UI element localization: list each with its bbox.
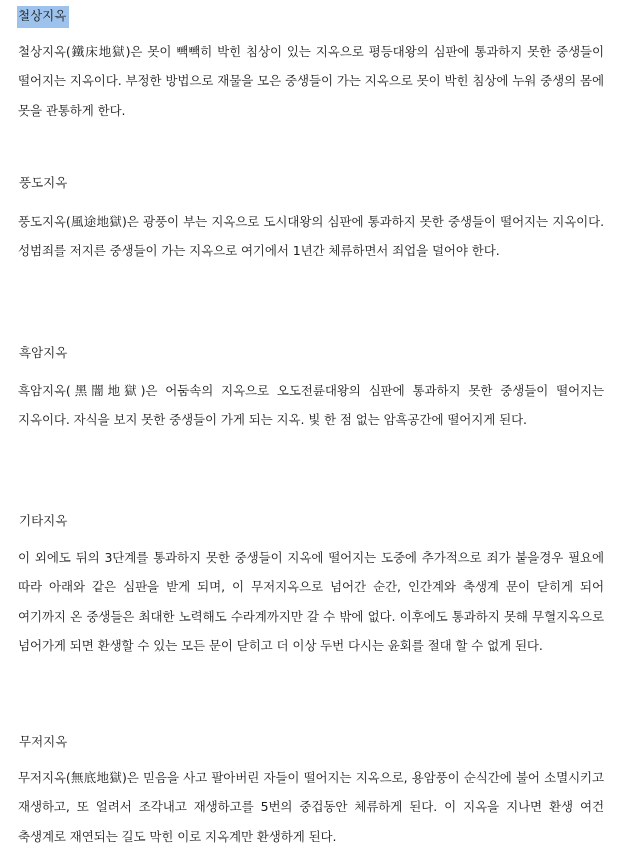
section-heading-pungdo: 풍도지옥 [19, 175, 68, 190]
section-heading-mujeo: 무저지옥 [19, 734, 68, 749]
section-body-pungdo: 풍도지옥(風途地獄)은 광풍이 부는 지옥으로 도시대왕의 심판에 통과하지 못한 중생들이 떨어지는 지옥이다. 성범죄를 저지른 중생들이 가는 지옥으로 여기에서 1년간 체류하면서 죄업을 덜어야 한다. [18, 214, 604, 259]
section-body-mujeo: 무저지옥(無底地獄)은 믿음을 사고 팔아버린 자들이 떨어지는 지옥으로, 용암풍이 순식간에 불어 소멸시키고 재생하고, 또 얼려서 조각내고 재생하고를 5번의 중겁동안 체류하게 된다. 이 지옥을 지나면 환생 여건 축생계로 재연되는 길도 막힌 이로 지옥계만 환생하게 된다. [18, 770, 604, 844]
section-body-cheolsang: 철상지옥(鐵床地獄)은 못이 빽빽히 박힌 침상이 있는 지옥으로 평등대왕의 심판에 통과하지 못한 중생들이 떨어지는 지옥이다. 부정한 방법으로 재물을 모은 중생들이 가는 지옥으로 못이 박힌 침상에 누워 중생의 몸에 못을 관통하게 한다. [18, 44, 604, 118]
section-body-gita: 이 외에도 뒤의 3단계를 통과하지 못한 중생들이 지옥에 떨어지는 도중에 추가적으로 죄가 붙을경우 필요에 따라 아래와 같은 심판을 받게 되며, 이 무저지옥으로 넘어간 순간, 인간계와 축생계 문이 닫히게 되어 여기까지 온 중생들은 최대한 노력해도 수라계까지만 갈 수 밖에 없다. 이후에도 통과하지 못해 무혈지옥으로 넘어가게 되면 환생할 수 있는 모든 문이 닫히고 더 이상 두번 다시는 윤회를 절대 할 수 없게 된다. [18, 550, 604, 653]
section-heading-cheolsang[interactable]: 철상지옥 [17, 6, 69, 28]
section-heading-gita: 기타지옥 [19, 513, 68, 528]
section-heading-heugam: 흑암지옥 [19, 345, 68, 360]
section-body-heugam: 흑암지옥(黑闇地獄)은 어둠속의 지옥으로 오도전륜대왕의 심판에 통과하지 못한 중생들이 떨어지는 지옥이다. 자식을 보지 못한 중생들이 가게 되는 지옥. 빛 한 점 없는 암흑공간에 떨어지게 된다. [18, 383, 604, 428]
